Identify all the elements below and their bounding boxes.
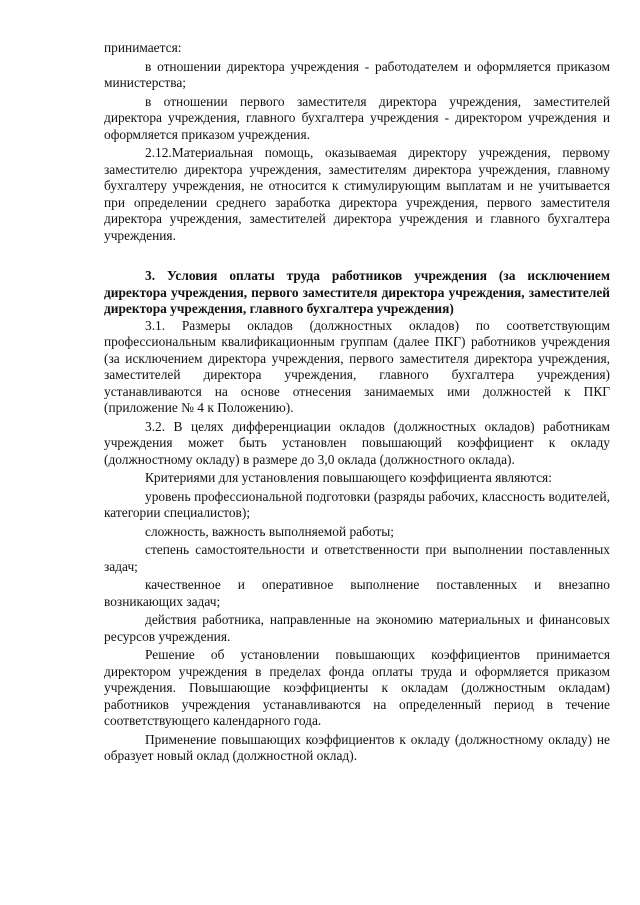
paragraph-2-12-material-aid: 2.12.Материальная помощь, оказываемая директору учреждения, первому заместителю директора учреждения, заместителям директора учреждения, главному бухгалтеру учреждения, не относится к стимулирующим выплатам и не учитывается при определении среднего заработка директора учреждения, первого заместителя директора учреждения, заместителей директора учреждения и главного бухгалтера учреждения. [104,145,610,243]
paragraph-3-1: 3.1. Размеры окладов (должностных окладов) по соответствующим профессиональным квалификационным группам (далее ПКГ) работников учреждения (за исключением директора учреждения, первого заместителя директора учреждения, заместителей директора учреждения, главного бухгалтера учреждения) устанавливаются на основе отнесения занимаемых ими должностей к ПКГ (приложение № 4 к Положению). [104,317,610,415]
paragraph-criterion-economy: действия работника, направленные на экономию материальных и финансовых ресурсов учреждения. [104,612,610,644]
paragraph-3-2: 3.2. В целях дифференциации окладов (должностных окладов) работникам учреждения может быть установлен повышающий коэффициент к окладу (должностному окладу) в размере до 3,0 оклада (должностного оклада). [104,418,610,467]
paragraph-criteria-intro: Критериями для установления повышающего коэффициента являются: [145,470,552,485]
paragraph-criterion-qualification: уровень профессиональной подготовки (разряды рабочих, классность водителей, категории специалистов); [104,488,610,520]
paragraph-deputies-approval: в отношении первого заместителя директора учреждения, заместителей директора учреждения, главного бухгалтера учреждения - директором учреждения и оформляется приказом учреждения. [104,93,610,142]
document-body [104,40,610,765]
paragraph-continuation: принимается: [104,40,182,55]
paragraph-director-approval: в отношении директора учреждения - работодателем и оформляется приказом министерства; [104,58,610,90]
paragraph-criterion-quality: качественное и оперативное выполнение поставленных и внезапно возникающих задач; [104,577,610,609]
paragraph-decision: Решение об установлении повышающих коэффициентов принимается директором учреждения в пределах фонда оплаты труда и оформляется приказом учреждения. Повышающие коэффициенты к окладам (должностным окладам) работников учреждения устанавливаются на определенный период в течение соответствующего календарного года. [104,647,610,728]
paragraph-application: Применение повышающих коэффициентов к окладу (должностному окладу) не образует новый оклад (должностной оклад). [104,731,610,763]
paragraph-criterion-independence: степень самостоятельности и ответственности при выполнении поставленных задач; [104,542,610,574]
section-3-heading: 3. Условия оплаты труда работников учреждения (за исключением директора учреждения, первого заместителя директора учреждения, заместителей директора учреждения, главного бухгалтера учреждения) [104,268,610,316]
paragraph-criterion-complexity: сложность, важность выполняемой работы; [145,523,394,539]
